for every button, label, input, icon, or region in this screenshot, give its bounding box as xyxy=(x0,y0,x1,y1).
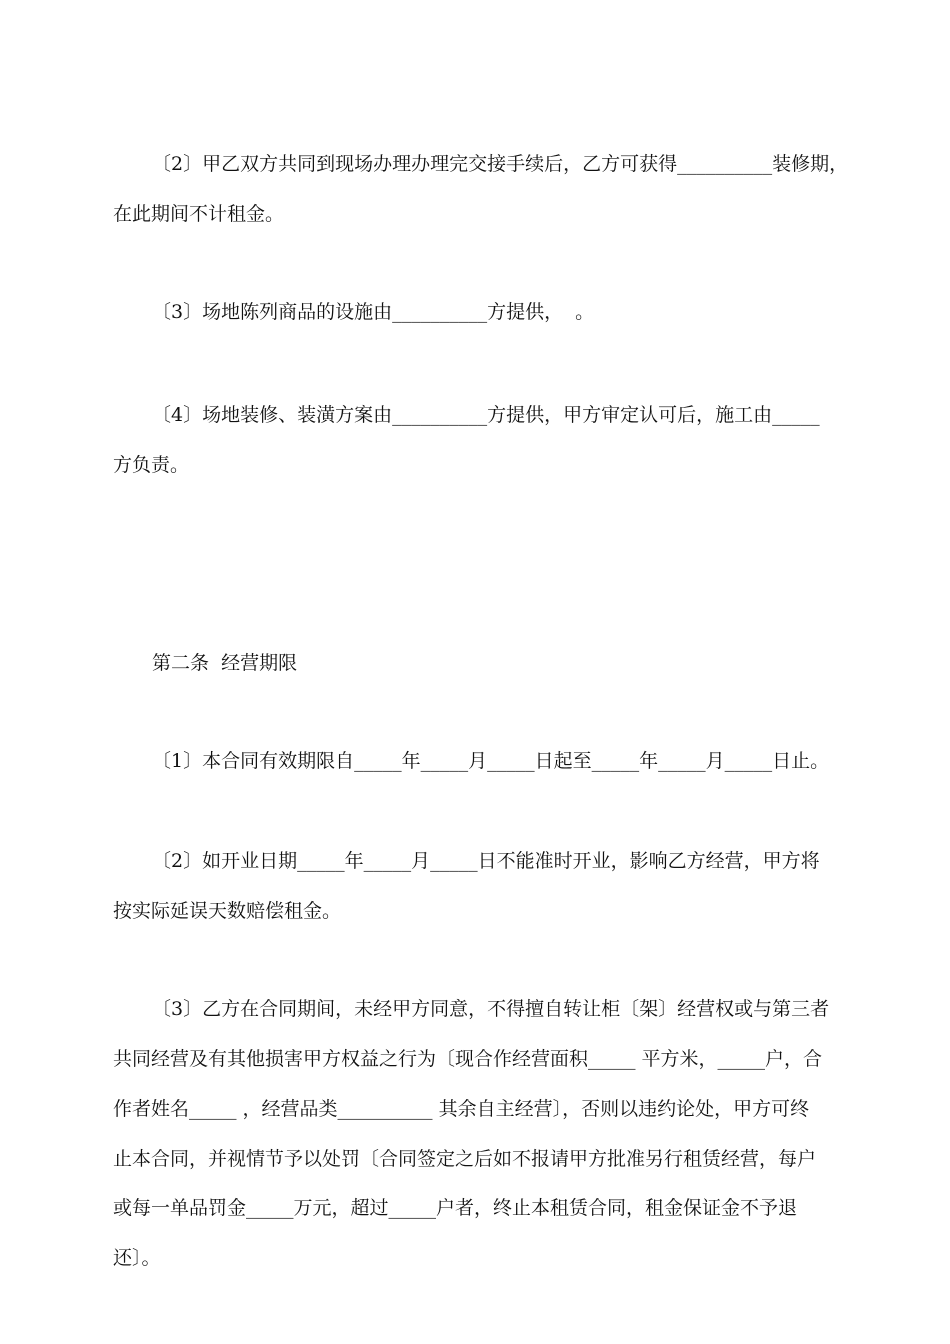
clause2-item3-line3: 作者姓名_____ ，经营品类__________ 其余自主经营〕，否则以违约论处，甲方可终 xyxy=(113,1098,810,1120)
clause2-item3-line5: 或每一单品罚金_____万元，超过_____户者，终止本租赁合同，租金保证金不予退 xyxy=(113,1197,798,1219)
clause2-item2-line2: 按实际延误天数赔偿租金。 xyxy=(113,900,342,922)
clause2-item1-line1: 〔1〕本合同有效期限自_____年_____月_____日起至_____年_____月_____日止。 xyxy=(152,750,830,772)
clause2-item2-line1: 〔2〕如开业日期_____年_____月_____日不能准时开业，影响乙方经营，甲方将 xyxy=(152,850,820,872)
clause2-item3-line1: 〔3〕乙方在合同期间，未经甲方同意，不得擅自转让柜〔架〕经营权或与第三者 xyxy=(152,998,830,1020)
clause1-item4-line2: 方负责。 xyxy=(113,454,190,476)
clause2-item3-line6: 还〕。 xyxy=(113,1247,161,1269)
clause1-item3-line1: 〔3〕场地陈列商品的设施由__________方提供， 。 xyxy=(152,301,595,323)
clause1-item2-line1: 〔2〕甲乙双方共同到现场办理办理完交接手续后，乙方可获得__________装修期， xyxy=(152,153,849,175)
clause2-item3-line4: 止本合同，并视情节予以处罚〔合同签定之后如不报请甲方批准另行租赁经营，每户 xyxy=(113,1148,817,1170)
clause1-item2-line2: 在此期间不计租金。 xyxy=(113,203,285,225)
clause2-heading: 第二条 经营期限 xyxy=(152,652,298,674)
clause1-item4-line1: 〔4〕场地装修、装潢方案由__________方提供，甲方审定认可后，施工由_____ xyxy=(152,404,820,426)
clause2-item3-line2: 共同经营及有其他损害甲方权益之行为〔现合作经营面积_____ 平方米，_____户，合 xyxy=(113,1048,823,1070)
